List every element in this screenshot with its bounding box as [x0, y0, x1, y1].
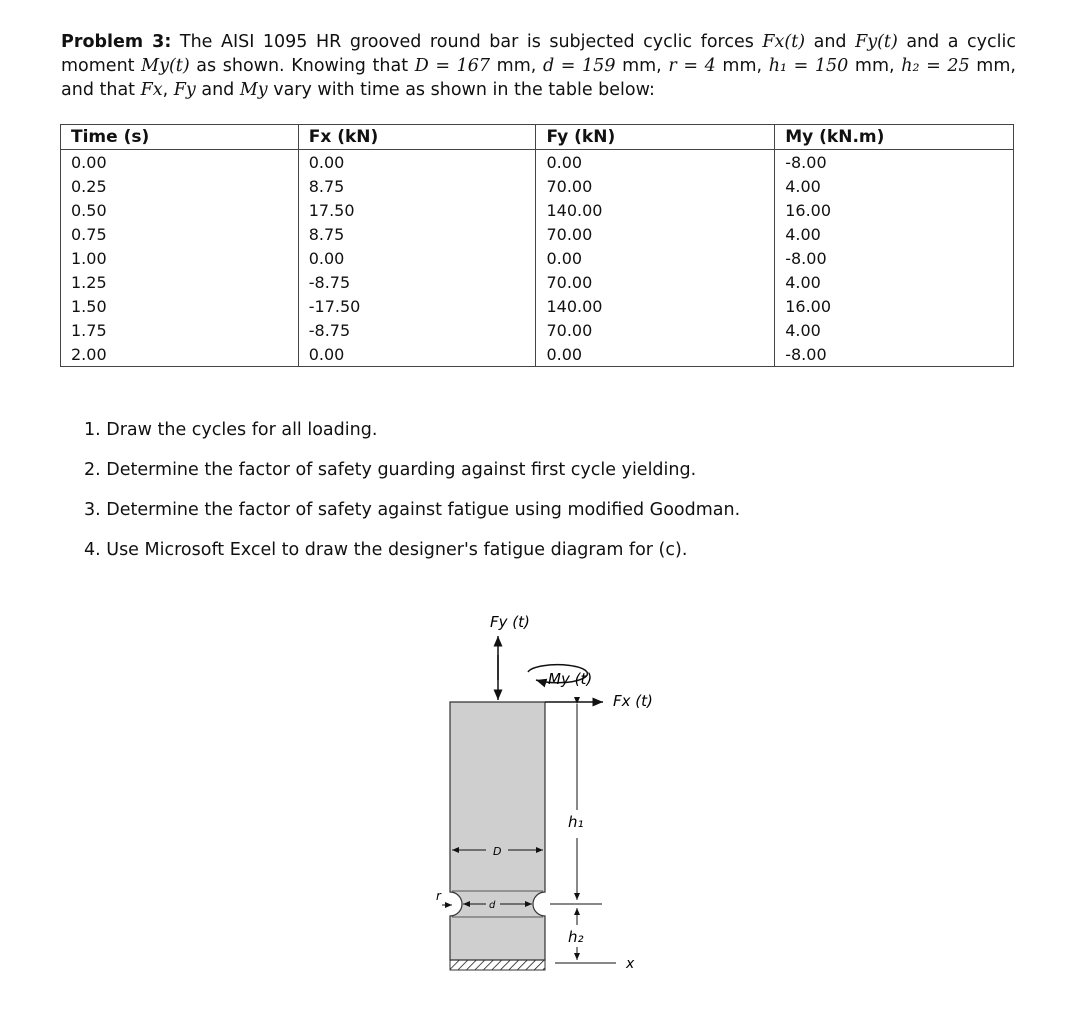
- cell: 0.00: [61, 150, 299, 175]
- fy-symbol-2: Fy: [173, 80, 196, 100]
- cell: 140.00: [536, 294, 775, 318]
- fx-symbol-2: Fx: [140, 80, 163, 100]
- problem-text-4: as shown. Knowing that: [189, 56, 415, 76]
- problem-text-10: ,: [162, 80, 174, 100]
- problem-text-12: vary with time as shown in the table below:: [267, 80, 655, 100]
- problem-text-6: mm,: [615, 56, 669, 76]
- problem-text-2: and: [805, 32, 856, 52]
- header-fx: Fx (kN): [298, 125, 536, 150]
- cell: 0.50: [61, 198, 299, 222]
- cell: 4.00: [775, 318, 1014, 342]
- cell: 70.00: [536, 270, 775, 294]
- cell: -8.75: [298, 318, 536, 342]
- my-symbol: My(t): [141, 56, 190, 76]
- cell: -8.00: [775, 246, 1014, 270]
- cell: -8.75: [298, 270, 536, 294]
- cell: 0.00: [536, 246, 775, 270]
- cell: 16.00: [775, 294, 1014, 318]
- problem-label: Problem 3:: [61, 32, 172, 52]
- cell: 1.00: [61, 246, 299, 270]
- cell: 0.00: [298, 150, 536, 175]
- task-item: 4. Use Microsoft Excel to draw the designer's fatigue diagram for (c).: [84, 540, 688, 560]
- fx-label: Fx (t): [613, 692, 653, 710]
- problem-text-7: mm,: [715, 56, 769, 76]
- table-row: [61, 174, 1014, 198]
- problem-text-5: mm,: [490, 56, 543, 76]
- cell: 0.00: [298, 246, 536, 270]
- table-row: [61, 150, 1014, 175]
- fy-symbol: Fy(t): [855, 32, 898, 52]
- cell: 8.75: [298, 174, 536, 198]
- cell: 1.25: [61, 270, 299, 294]
- cell: 4.00: [775, 222, 1014, 246]
- bar-body: [450, 702, 545, 960]
- task-item: 2. Determine the factor of safety guarding against first cycle yielding.: [84, 460, 697, 480]
- cell: 16.00: [775, 198, 1014, 222]
- d-label: d: [489, 900, 496, 911]
- r-equation: r = 4: [668, 56, 716, 76]
- my-symbol-2: My: [239, 80, 268, 100]
- table-row: [61, 222, 1014, 246]
- header-fy: Fy (kN): [536, 125, 775, 150]
- my-label: My (t): [548, 670, 593, 688]
- bar-diagram: [420, 600, 680, 990]
- D-label: D: [493, 845, 502, 858]
- task-list: [84, 418, 740, 578]
- loading-table: [60, 124, 1014, 367]
- cell: 0.00: [298, 342, 536, 367]
- table-row: [61, 318, 1014, 342]
- cell: 17.50: [298, 198, 536, 222]
- fx-symbol: Fx(t): [762, 32, 806, 52]
- cell: 4.00: [775, 174, 1014, 198]
- fixed-support: [450, 960, 545, 970]
- cell: 70.00: [536, 318, 775, 342]
- cell: 2.00: [61, 342, 299, 367]
- d-equation: d = 159: [542, 56, 616, 76]
- cell: 1.75: [61, 318, 299, 342]
- problem-text-8: mm,: [848, 56, 902, 76]
- cell: 70.00: [536, 174, 775, 198]
- problem-text-3: and a cyclic moment: [61, 32, 1016, 76]
- table-row: [61, 294, 1014, 318]
- problem-text-11: and: [195, 80, 240, 100]
- cell: 0.00: [536, 342, 775, 367]
- table-row: [61, 246, 1014, 270]
- h1-equation: h₁ = 150: [768, 56, 849, 76]
- cell: 0.25: [61, 174, 299, 198]
- table-row: [61, 342, 1014, 367]
- cell: 8.75: [298, 222, 536, 246]
- task-item: 3. Determine the factor of safety against fatigue using modified Goodman.: [84, 500, 741, 520]
- table-row: [61, 198, 1014, 222]
- cell: -8.00: [775, 150, 1014, 175]
- cell: 0.75: [61, 222, 299, 246]
- header-my: My (kN.m): [775, 125, 1014, 150]
- r-label: r: [436, 889, 441, 903]
- task-item: 1. Draw the cycles for all loading.: [84, 420, 378, 440]
- problem-statement: [61, 30, 1016, 102]
- header-time: Time (s): [61, 125, 299, 150]
- x-label: x: [626, 956, 635, 972]
- cell: 140.00: [536, 198, 775, 222]
- cell: 0.00: [536, 150, 775, 175]
- fy-label: Fy (t): [490, 613, 530, 631]
- table-header-row: [61, 125, 1014, 150]
- cell: -8.00: [775, 342, 1014, 367]
- h2-label: h₂: [568, 928, 584, 946]
- cell: -17.50: [298, 294, 536, 318]
- cell: 4.00: [775, 270, 1014, 294]
- problem-text-1: The AISI 1095 HR grooved round bar is subjected cyclic forces: [171, 32, 763, 52]
- h1-label: h₁: [568, 813, 584, 831]
- table-row: [61, 270, 1014, 294]
- D-equation: D = 167: [414, 56, 491, 76]
- problem-text-9: mm, and that: [61, 56, 1016, 100]
- h2-equation: h₂ = 25: [901, 56, 970, 76]
- cell: 1.50: [61, 294, 299, 318]
- cell: 70.00: [536, 222, 775, 246]
